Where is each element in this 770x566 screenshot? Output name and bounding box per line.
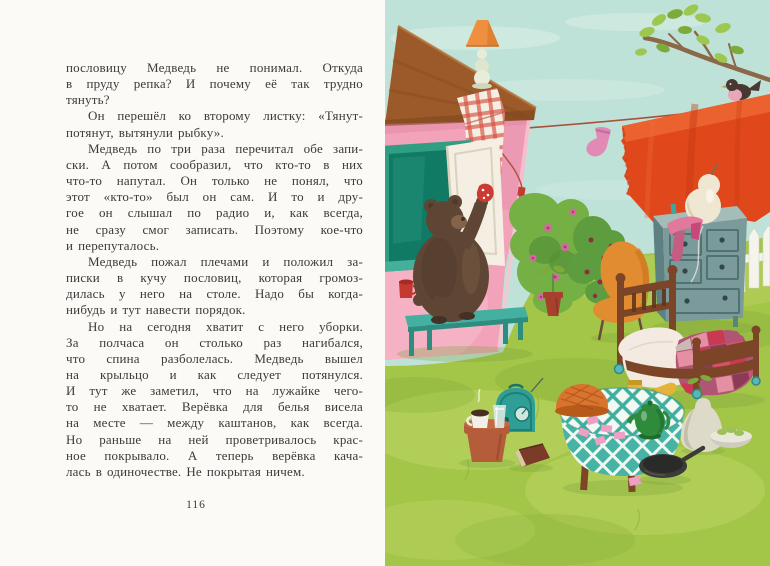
paragraph — [66, 108, 363, 140]
paragraph — [66, 141, 363, 254]
text-line: пословицу Медведь не понимал. Откуда — [66, 60, 363, 75]
paragraph — [66, 60, 363, 108]
text-line: что-то напутал. Он только не понял, что — [66, 173, 363, 189]
text-line: тянуть? — [66, 92, 110, 108]
text-line: ски. А потом сообразил, что кто-то в них — [66, 156, 363, 172]
text-line: что спина разболелась. Медведь вышел — [66, 350, 363, 366]
text-line: гое он слышал по радио и, как всегда, — [66, 205, 363, 221]
text-line: в пруду репка? И почему её так трудно — [66, 76, 363, 92]
right-page-illustration — [385, 0, 770, 566]
bear-muzzle — [451, 215, 467, 229]
text-line: потянут, вытянули рыбку». — [66, 124, 224, 140]
text-line: Он перешёл ко второму листку: «Тянут- — [88, 108, 363, 124]
text-line: Медведь пожал плечами и положил за- — [88, 253, 363, 269]
text-line: нибудь и тут навести порядок. — [66, 302, 246, 318]
text-line: лась в одиночестве. Не покрытая ничем. — [66, 463, 305, 479]
text-line: писки в кучу пословиц, которая громоз- — [66, 270, 363, 286]
text-line: За полчаса он столько раз нагибался, — [66, 334, 363, 350]
milk-glass — [493, 405, 506, 428]
story-text — [66, 60, 363, 480]
text-line: И тут же заметил, что на лужайке чего- — [66, 383, 363, 399]
text-line: Медведь по три раза перечитал обе запи- — [88, 140, 363, 156]
garden-scene — [385, 0, 770, 566]
text-line: ное покрывало. А теперь верёвка кача- — [66, 447, 363, 463]
text-line: этот «кто-то» был он сам. И то и дру- — [66, 189, 363, 205]
paragraph — [66, 319, 363, 481]
text-line: не сразу смог записать. Поэтому кое-что — [66, 221, 363, 237]
text-line: Но раньше на ней проветривалось крас- — [66, 431, 363, 447]
page-number: 116 — [186, 499, 206, 511]
text-line: то не хватает. Верёвка для белья висела — [66, 399, 363, 415]
text-line: на крыльцо и как следует потянулся. — [66, 366, 363, 382]
text-line: Но на сегодня хватит с него уборки. — [88, 318, 363, 334]
paragraph — [66, 254, 363, 319]
small-bottle — [671, 204, 677, 214]
text-line: дилась у него на столе. Надо бы когда- — [66, 286, 363, 302]
text-line: на месте — между каштанов, как всегда. — [66, 415, 363, 431]
text-line: и перепуталось. — [66, 237, 160, 253]
